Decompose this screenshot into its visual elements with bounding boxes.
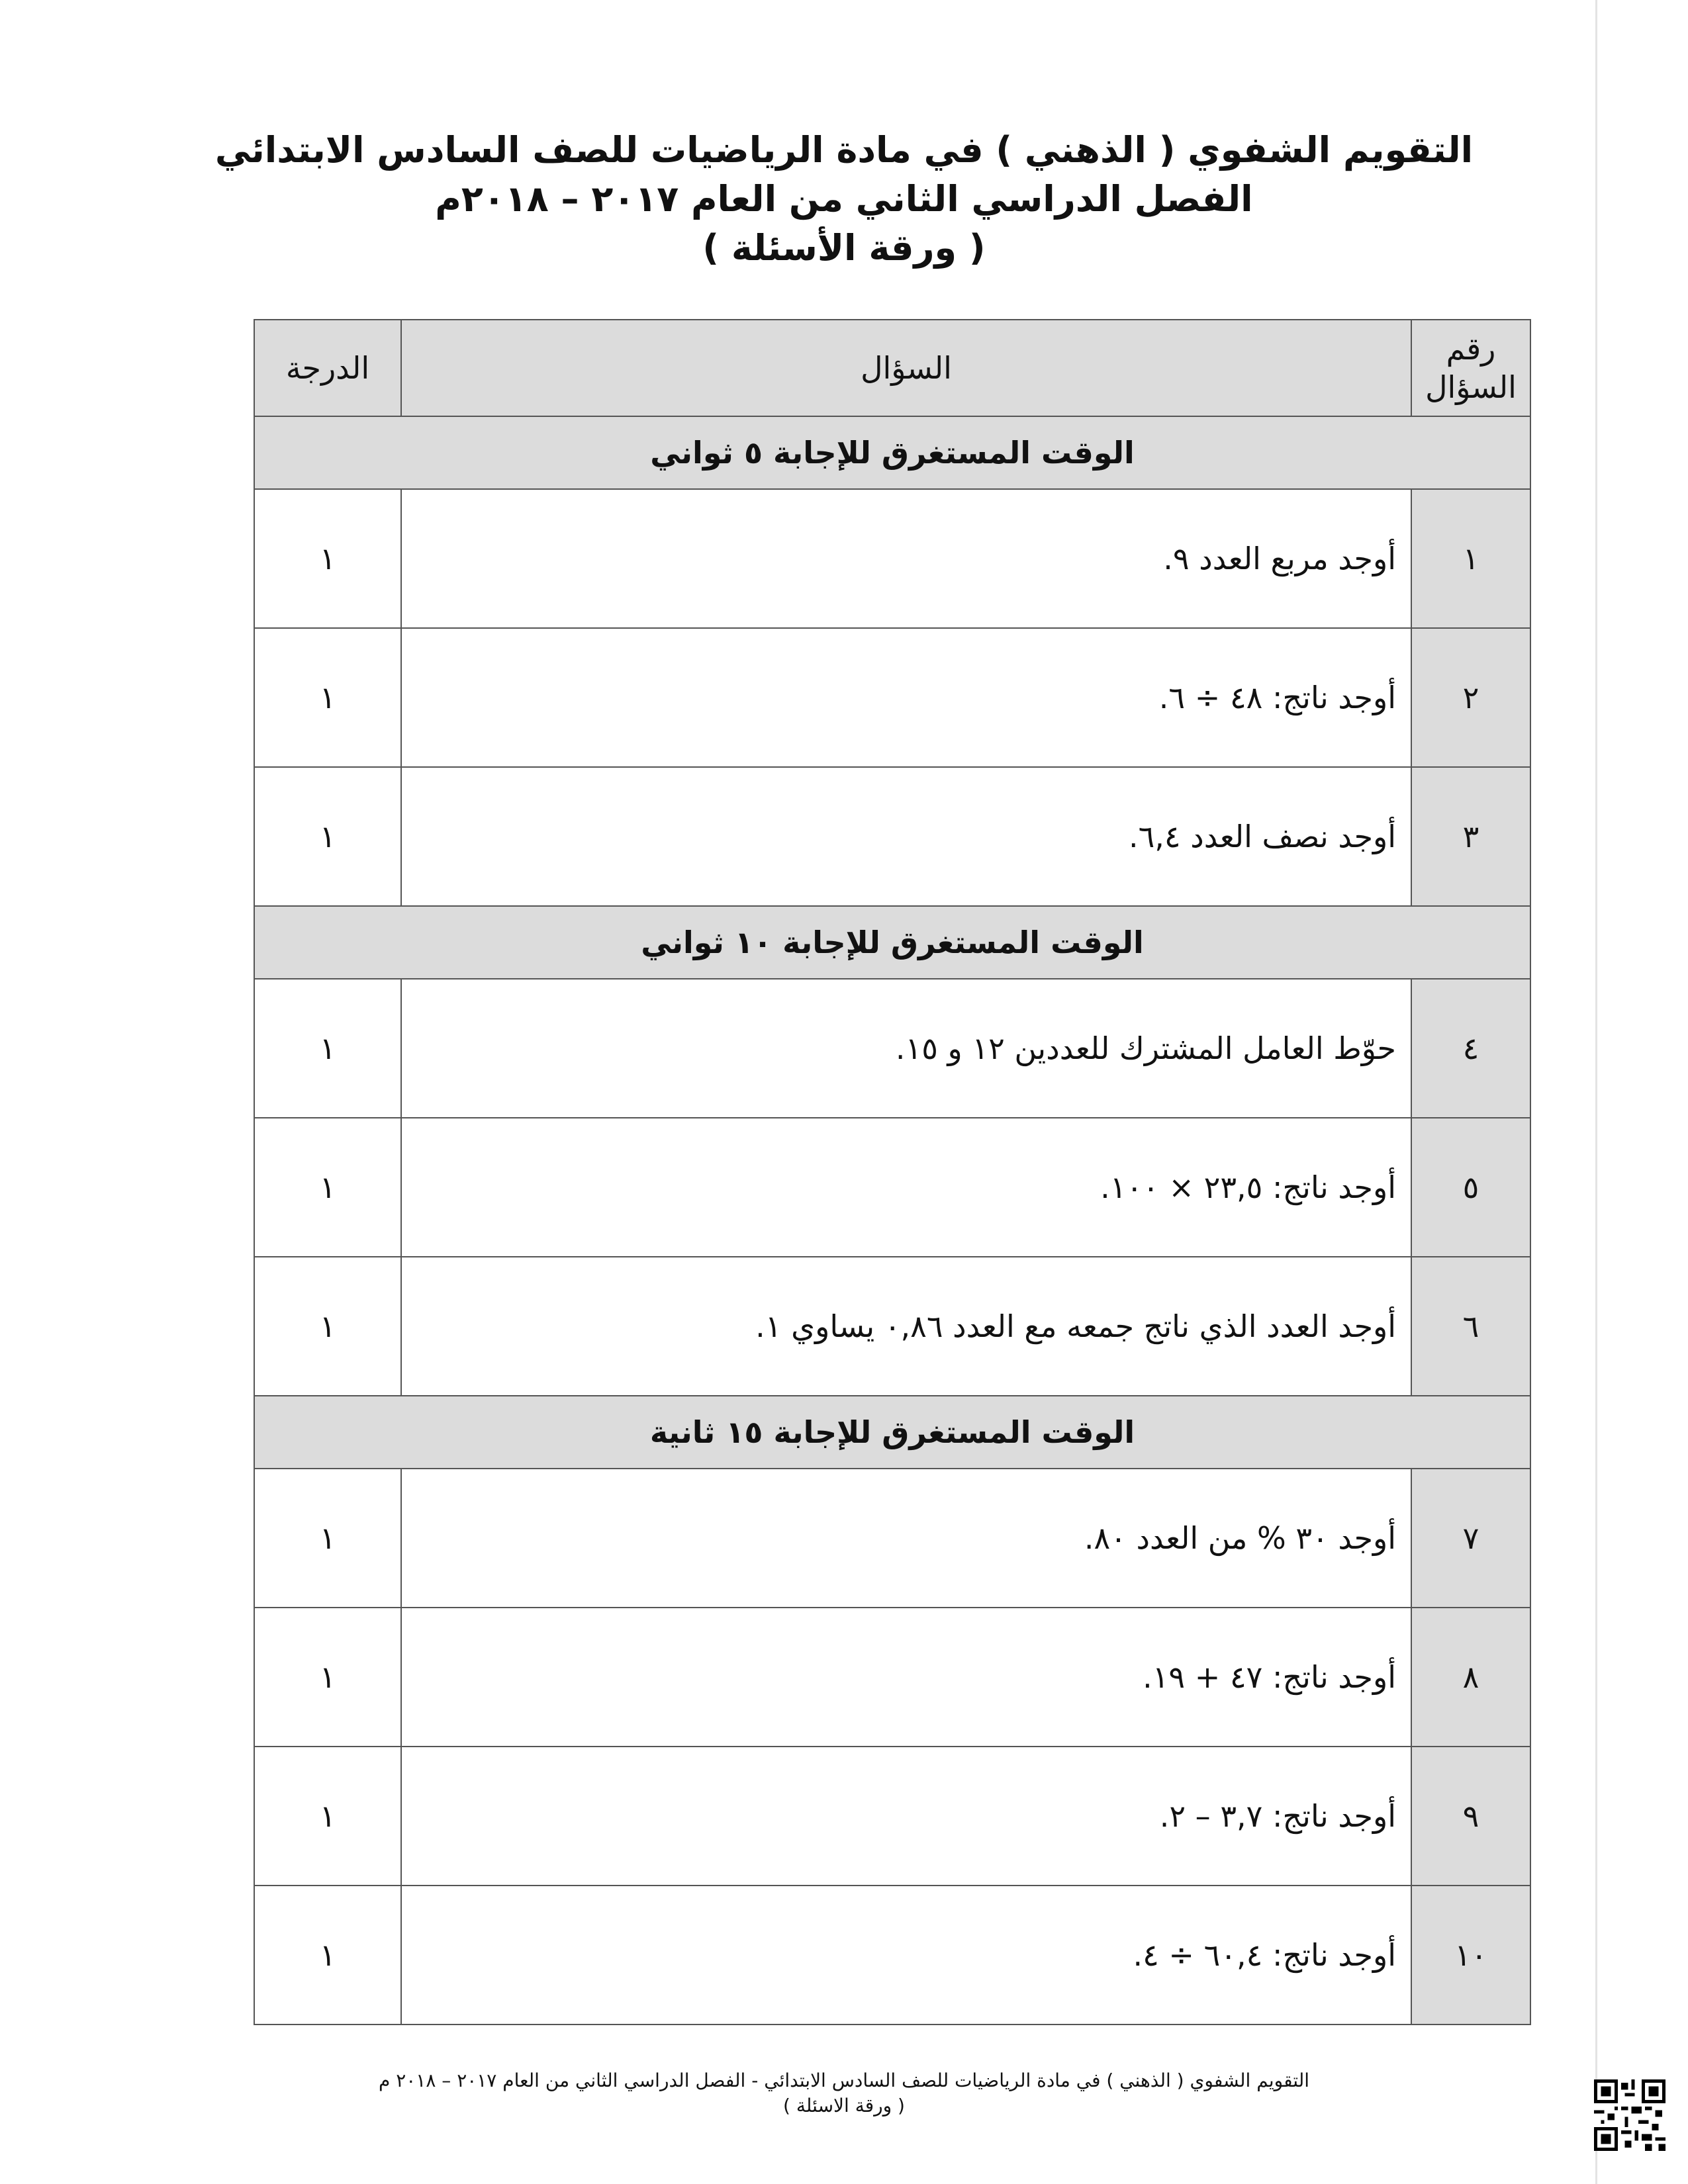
header-subtitle: ( ورقة الأسئلة ) — [702, 227, 986, 269]
question-number: ٧ — [1411, 1469, 1530, 1608]
question-grade: ١ — [254, 1747, 401, 1886]
question-number: ٢ — [1411, 628, 1530, 767]
question-grade: ١ — [254, 979, 401, 1118]
page-footer — [0, 2068, 1688, 2118]
question-grade: ١ — [254, 1886, 401, 2025]
question-text: أوجد ناتج: ٤٧ + ١٩. — [401, 1608, 1411, 1747]
question-text: حوّط العامل المشترك للعددين ١٢ و ١٥. — [401, 979, 1411, 1118]
question-text: أوجد العدد الذي ناتج جمعه مع العدد ٠,٨٦ يساوي ١. — [401, 1257, 1411, 1396]
question-text: أوجد ناتج: ٢٣,٥ × ١٠٠. — [401, 1118, 1411, 1257]
section-row — [254, 906, 1530, 979]
question-number: ٣ — [1411, 767, 1530, 906]
questions-table — [254, 319, 1531, 2025]
question-grade: ١ — [254, 1118, 401, 1257]
question-text: أوجد ناتج: ٦٠,٤ ÷ ٤. — [401, 1886, 1411, 2025]
question-number: ٤ — [1411, 979, 1530, 1118]
question-grade: ١ — [254, 1469, 401, 1608]
question-row — [254, 1118, 1530, 1257]
header-question: السؤال — [401, 320, 1411, 416]
question-row — [254, 1747, 1530, 1886]
document-header — [0, 126, 1688, 273]
question-number: ٦ — [1411, 1257, 1530, 1396]
qr-code-icon — [1594, 2078, 1665, 2152]
question-row — [254, 979, 1530, 1118]
question-grade: ١ — [254, 1257, 401, 1396]
question-row — [254, 767, 1530, 906]
question-row — [254, 1257, 1530, 1396]
question-row — [254, 489, 1530, 628]
page-edge-line — [1595, 0, 1597, 2184]
question-grade: ١ — [254, 628, 401, 767]
footer-subtitle: ( ورقة الاسئلة ) — [783, 2095, 905, 2116]
header-grade: الدرجة — [254, 320, 401, 416]
question-grade: ١ — [254, 1608, 401, 1747]
question-number: ٩ — [1411, 1747, 1530, 1886]
question-row — [254, 1608, 1530, 1747]
header-question-number: رقم السؤال — [1411, 320, 1530, 416]
question-number: ٥ — [1411, 1118, 1530, 1257]
section-row — [254, 1396, 1530, 1469]
header-title: التقويم الشفوي ( الذهني ) في مادة الرياضيات للصف السادس الابتدائي — [214, 129, 1474, 171]
question-text: أوجد نصف العدد ٦,٤. — [401, 767, 1411, 906]
question-grade: ١ — [254, 489, 401, 628]
header-term: الفصل الدراسي الثاني من العام ٢٠١٧ – ٢٠١٨م — [435, 178, 1253, 220]
question-row — [254, 1886, 1530, 2025]
footer-title: التقويم الشفوي ( الذهني ) في مادة الرياضيات للصف السادس الابتدائي - الفصل الدراسي الثاني من العام ٢٠١٧ – ٢٠١٨ م — [378, 2070, 1310, 2091]
question-row — [254, 1469, 1530, 1608]
question-text: أوجد ناتج: ٤٨ ÷ ٦. — [401, 628, 1411, 767]
question-row — [254, 628, 1530, 767]
section-title: الوقت المستغرق للإجابة ٥ ثواني — [254, 416, 1530, 489]
question-text: أوجد مربع العدد ٩. — [401, 489, 1411, 628]
question-grade: ١ — [254, 767, 401, 906]
question-text: أوجد ناتج: ٣,٧ – ٢. — [401, 1747, 1411, 1886]
question-text: أوجد ٣٠ % من العدد ٨٠. — [401, 1469, 1411, 1608]
section-title: الوقت المستغرق للإجابة ١٥ ثانية — [254, 1396, 1530, 1469]
question-number: ١ — [1411, 489, 1530, 628]
question-number: ١٠ — [1411, 1886, 1530, 2025]
question-number: ٨ — [1411, 1608, 1530, 1747]
section-row — [254, 416, 1530, 489]
section-title: الوقت المستغرق للإجابة ١٠ ثواني — [254, 906, 1530, 979]
table-header-row — [254, 320, 1530, 416]
